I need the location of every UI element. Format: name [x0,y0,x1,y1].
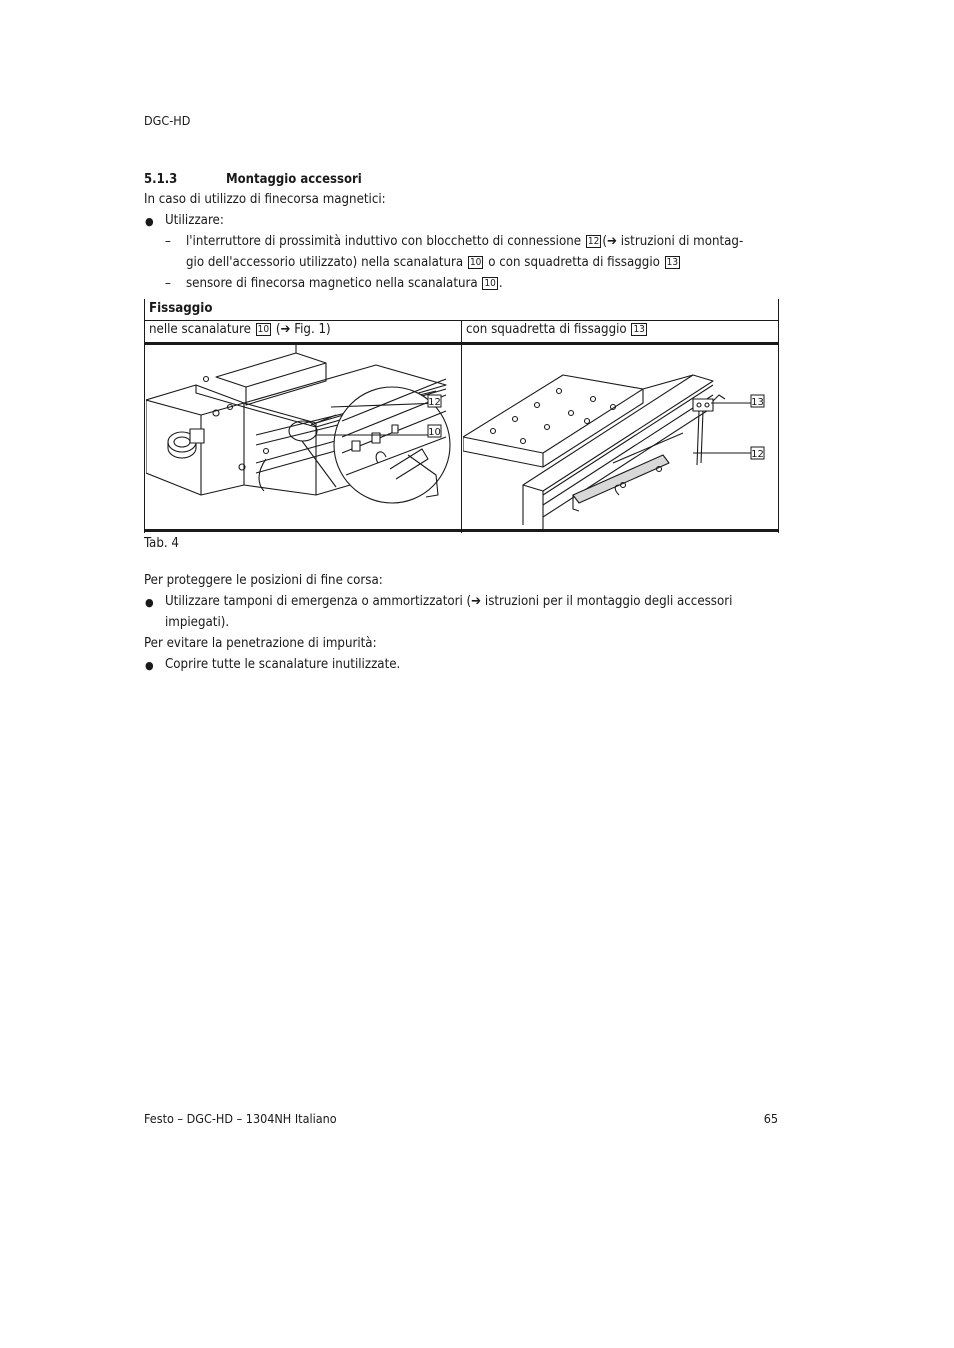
figure-slot-sensor [146,345,460,529]
col1-link: Fig. 1) [294,322,331,337]
ref-10: 10 [469,257,482,268]
ref-10: 10 [257,324,270,335]
table-rule-bottom [144,529,779,532]
dash2-text: sensore di finecorsa magnetico nella scanalatura [186,276,478,291]
bullet-marker: ● [145,659,154,672]
dash-item-1-line-1 [186,234,743,249]
col2-header [466,322,648,337]
callout-12: 12 [428,397,441,408]
col1-label: nelle scanalature [149,322,251,337]
dirt-bullet: Coprire tutte le scanalature inutilizzate. [165,657,401,672]
dash2-end: . [498,276,503,291]
protect-text-b: istruzioni per il montaggio degli accessori [484,594,733,609]
col1-header [149,322,331,337]
ref-13: 13 [666,257,679,268]
dash1-paren: ( [602,234,607,249]
table-border-right [778,299,779,533]
arrow-icon: ➔ [606,234,617,249]
callout-12: 12 [751,449,764,460]
dash-item-1-line-2 [186,255,681,270]
table-col-divider [461,321,462,533]
protect-text-a: Utilizzare tamponi di emergenza o ammortizzatori ( [165,594,472,609]
dash-marker: – [165,276,171,291]
header-doc-code: DGC-HD [144,113,191,128]
table-caption: Tab. 4 [144,536,179,551]
intro-text: In caso di utilizzo di finecorsa magnetici: [144,192,386,207]
dash-marker: – [165,234,171,249]
col2-label: con squadretta di fissaggio [466,322,627,337]
dirt-intro: Per evitare la penetrazione di impurità: [144,636,377,651]
table-rule [144,320,779,321]
ref-10: 10 [484,278,496,289]
table-border-left [144,299,145,533]
dash1-text-c: gio dell'accessorio utilizzato) nella scanalatura [186,255,464,270]
dash1-text-a: l'interruttore di prossimità induttivo con blocchetto di connessione [186,234,582,249]
dash1-text-b: istruzioni di montag- [620,234,744,249]
mounting-table [144,299,779,533]
col1-paren: ( [275,322,281,337]
ref-12: 12 [587,236,600,247]
ref-13: 13 [633,324,645,335]
figure-bracket-mount [463,345,777,529]
arrow-icon: ➔ [471,594,482,609]
footer-doc-info: Festo – DGC-HD – 1304NH Italiano [144,1111,337,1126]
arrow-icon: ➔ [280,322,291,337]
callout-13: 13 [751,397,764,408]
protect-bullet-line-1 [165,594,732,609]
bullet-utilizzare: Utilizzare: [165,213,224,228]
page-number: 65 [763,1111,778,1126]
dash-item-2 [186,276,503,291]
fig2-callouts [751,395,764,460]
protect-bullet-line-2: impiegati). [165,615,230,630]
protect-intro: Per proteggere le posizioni di fine corsa: [144,573,383,588]
section-number: 5.1.3 [144,172,178,187]
bullet-marker: ● [145,215,154,228]
bullet-marker: ● [145,596,154,609]
section-title: Montaggio accessori [226,172,362,187]
dash1-text-d: o con squadretta di fissaggio [488,255,660,270]
table-header: Fissaggio [149,301,213,316]
callout-10: 10 [428,427,441,438]
